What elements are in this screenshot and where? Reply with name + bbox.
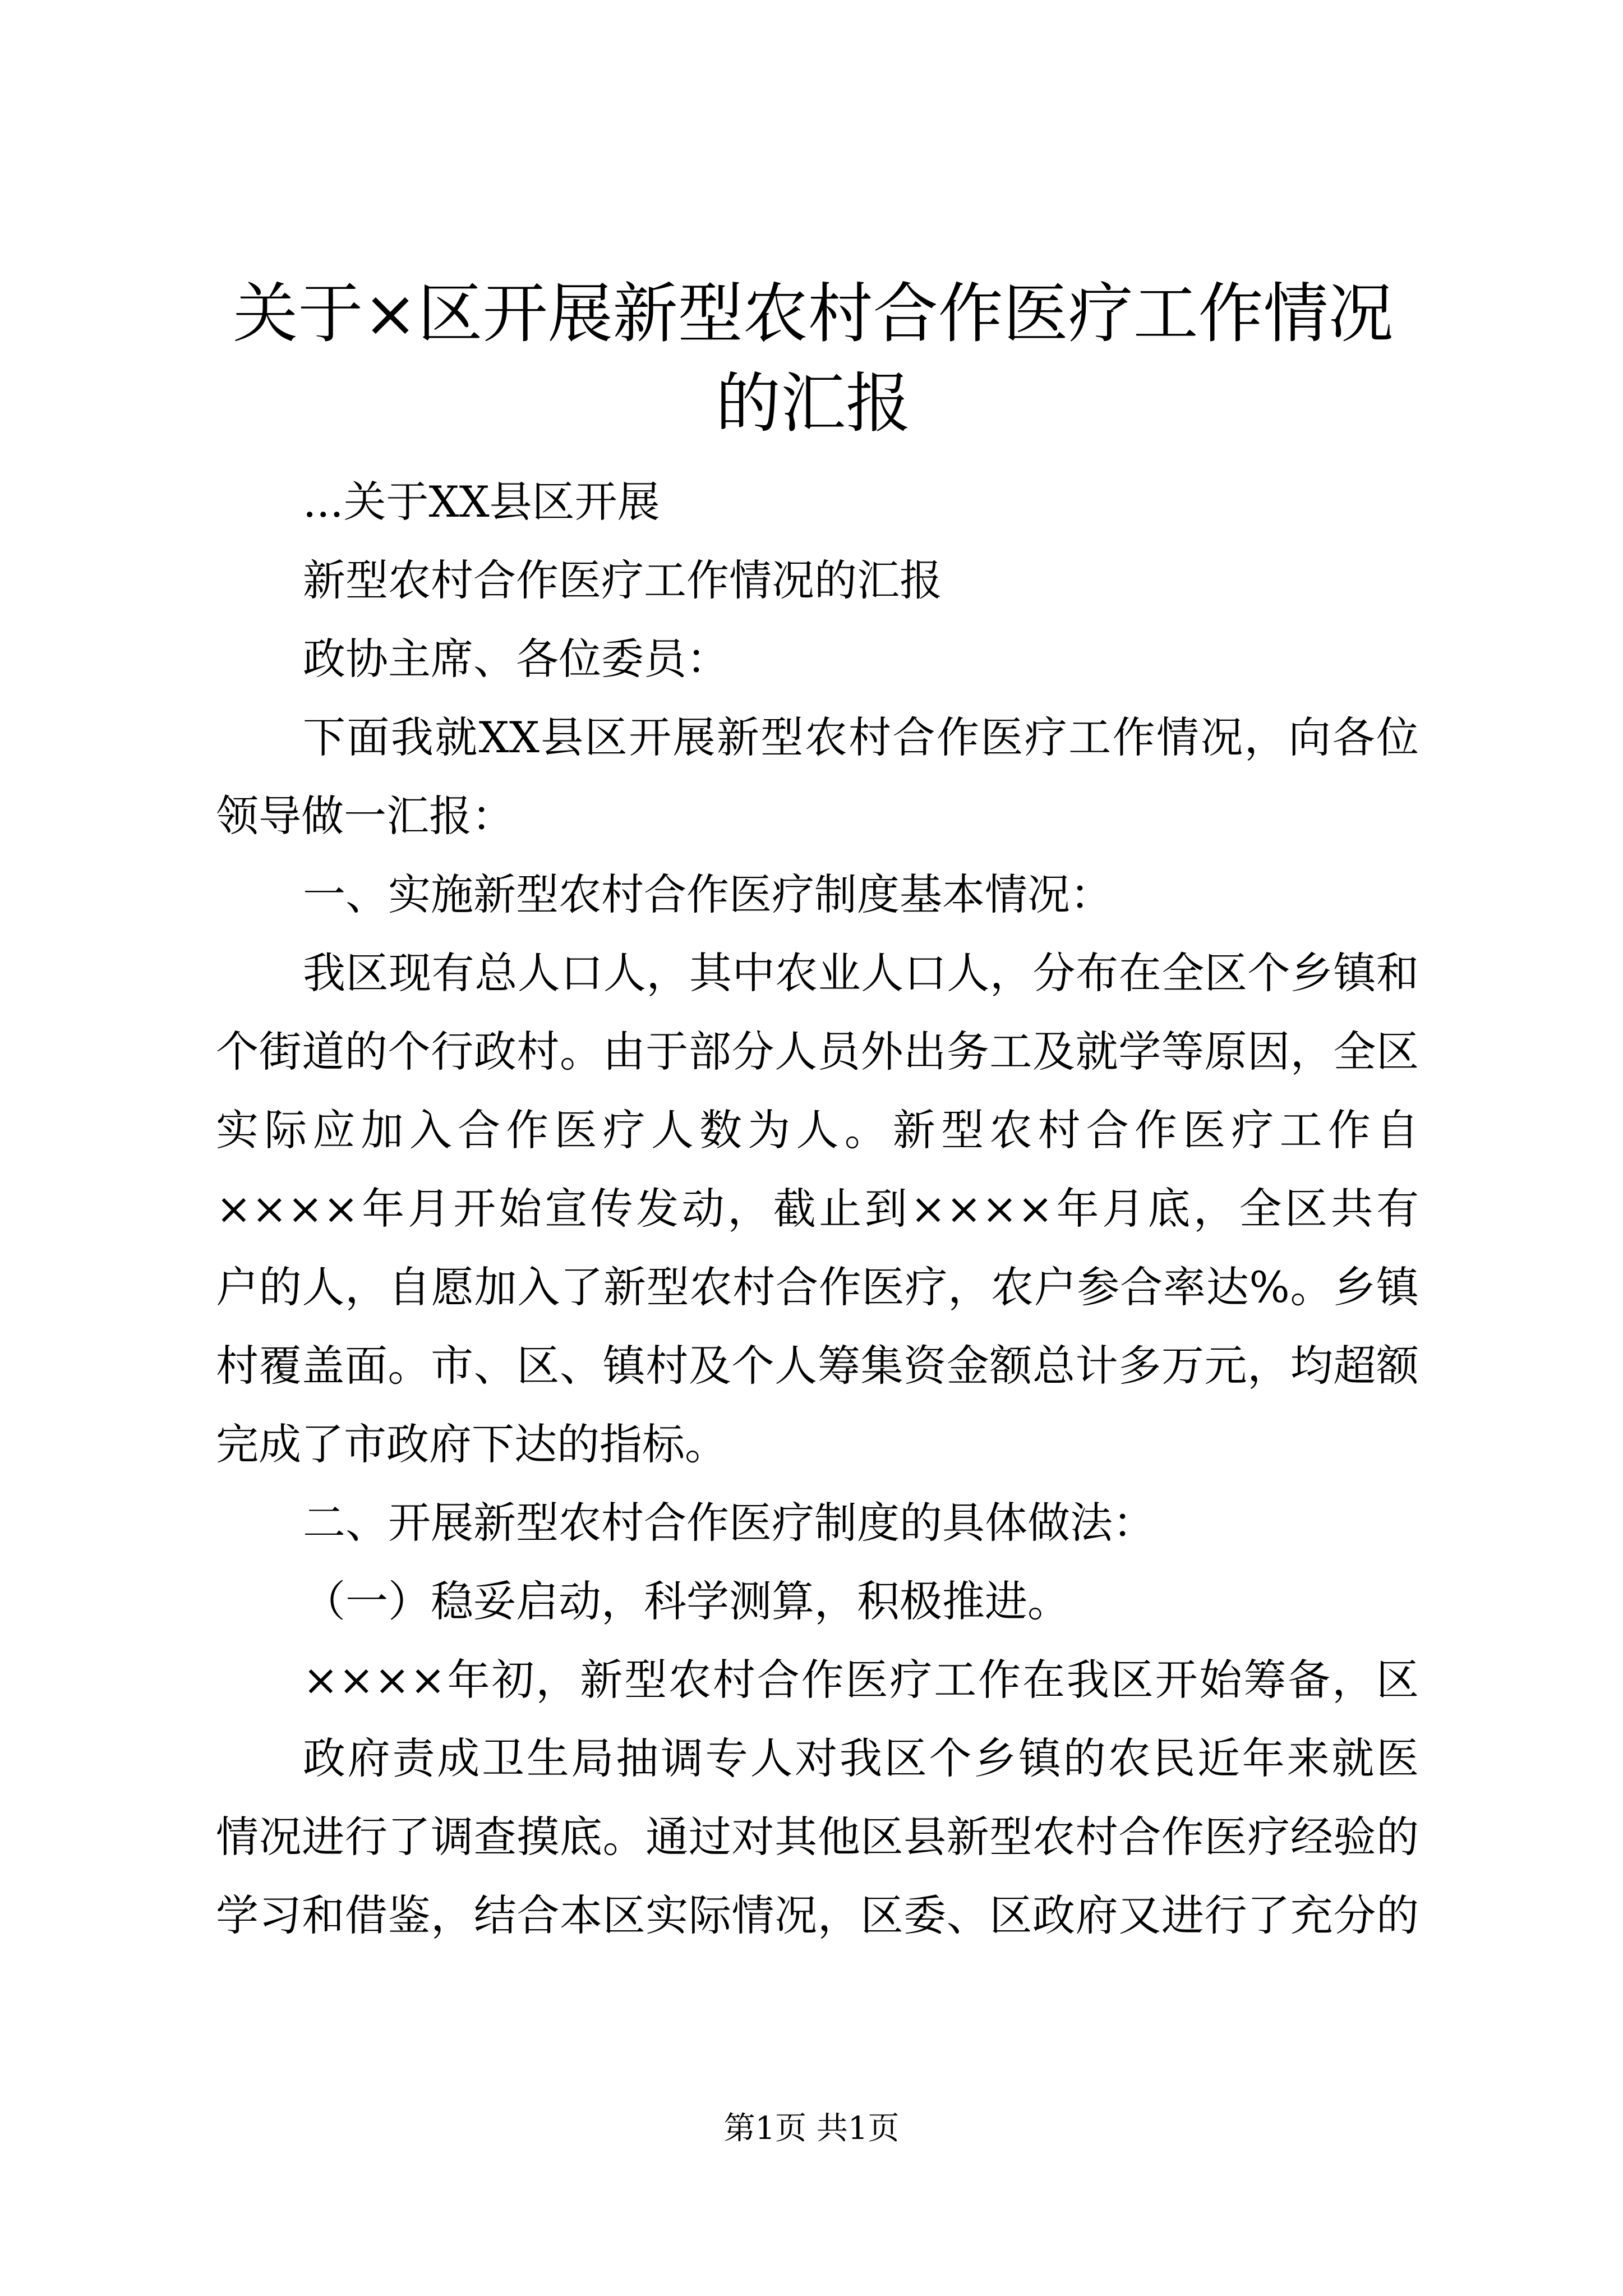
text-line: ...关于XX县区开展 xyxy=(303,477,660,527)
text-line: 学习和借鉴，结合本区实际情况，区委、区政府又进行了充分的 xyxy=(216,1890,1419,1940)
text-line: ××××年初，新型农村合作医疗工作在我区开始筹备，区 xyxy=(303,1655,1419,1705)
text-line: 完成了市政府下达的指标。 xyxy=(216,1419,727,1469)
text-line: 情况进行了调查摸底。通过对其他区县新型农村合作医疗经验的 xyxy=(216,1812,1419,1862)
document-title: 关于×区开展新型农村合作医疗工作情况的汇报 xyxy=(233,276,1394,441)
text-line: 政府责成卫生局抽调专人对我区个乡镇的农民近年来就医 xyxy=(303,1733,1419,1783)
text-line: （一）稳妥启动，科学测算，积极推进。 xyxy=(303,1576,1070,1626)
text-line: 政协主席、各位委员： xyxy=(303,634,729,684)
page-footer: 第1页 共1页 xyxy=(723,2110,900,2147)
text-line: 下面我就XX县区开展新型农村合作医疗工作情况，向各位 xyxy=(303,712,1419,762)
text-line: 户的人，自愿加入了新型农村合作医疗，农户参合率达%。乡镇 xyxy=(216,1262,1419,1312)
text-line: ××××年月开始宣传发动，截止到××××年月底，全区共有 xyxy=(216,1184,1419,1234)
text-line: 个街道的个行政村。由于部分人员外出务工及就学等原因，全区 xyxy=(216,1027,1419,1076)
text-line: 一、实施新型农村合作医疗制度基本情况： xyxy=(303,869,1113,919)
text-line: 实际应加入合作医疗人数为人。新型农村合作医疗工作自 xyxy=(216,1105,1419,1155)
text-line: 村覆盖面。市、区、镇村及个人筹集资金额总计多万元，均超额 xyxy=(216,1341,1419,1391)
text-line: 新型农村合作医疗工作情况的汇报 xyxy=(303,555,942,605)
text-line: 二、开展新型农村合作医疗制度的具体做法： xyxy=(303,1498,1155,1548)
text-line: 我区现有总人口人，其中农业人口人，分布在全区个乡镇和 xyxy=(303,948,1419,998)
text-line: 领导做一汇报： xyxy=(216,791,514,841)
